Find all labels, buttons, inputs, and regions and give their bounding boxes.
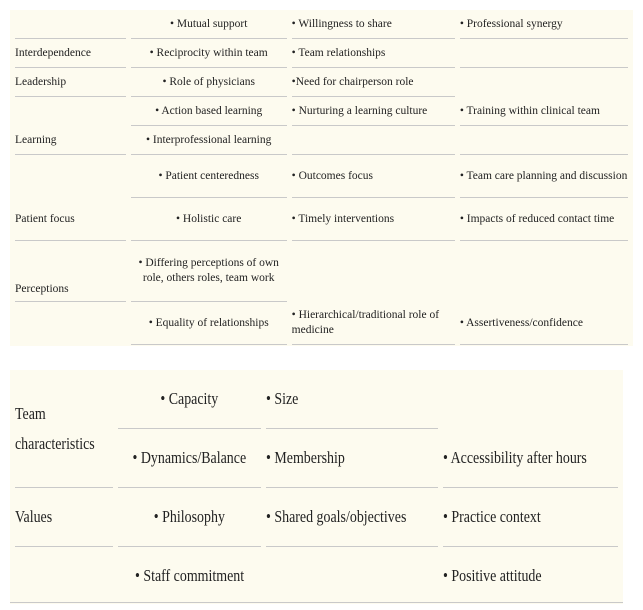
cell-text: • Accessibility after hours xyxy=(442,448,587,467)
row-header xyxy=(15,488,113,547)
table-cell: • Mutual support xyxy=(131,10,287,39)
table-cell xyxy=(266,370,437,429)
table-cell: • Nurturing a learning culture xyxy=(292,97,455,126)
table-cell: • Outcomes focus xyxy=(292,155,455,198)
table-cell xyxy=(118,429,261,488)
cell-text: • Practice context xyxy=(442,507,541,526)
bottom-table xyxy=(10,370,623,605)
table-cell: • Hierarchical/traditional role of medicine xyxy=(292,302,455,345)
table-cell: • Professional synergy xyxy=(460,10,628,39)
table-cell: • Action based learning xyxy=(131,97,287,126)
table-row xyxy=(15,68,628,97)
table-cell xyxy=(266,488,437,547)
table-row xyxy=(15,241,628,302)
table-cell: • Patient centeredness xyxy=(131,155,287,198)
row-header xyxy=(15,370,113,488)
cell-text: • Dynamics/Balance xyxy=(132,448,247,467)
cell-text: • Philosophy xyxy=(154,507,226,526)
table-cell: • Willingness to share xyxy=(292,10,455,39)
table-row xyxy=(15,302,628,345)
table-cell: • Training within clinical team xyxy=(460,97,628,126)
table-cell xyxy=(118,370,261,429)
table-cell: • Assertiveness/confidence xyxy=(460,302,628,345)
row-header: Patient focus xyxy=(15,198,126,241)
row-header: Perceptions xyxy=(15,241,126,302)
table-cell xyxy=(460,126,628,155)
bottom-rule xyxy=(10,602,623,603)
table-cell xyxy=(460,39,628,68)
table-cell: • Role of physicians xyxy=(131,68,287,97)
table-cell xyxy=(15,155,126,198)
table-row xyxy=(15,370,618,429)
cell-text: • Size xyxy=(266,389,299,408)
table-cell xyxy=(118,488,261,547)
table-cell xyxy=(460,68,628,97)
table-cell xyxy=(266,429,437,488)
table-cell: •Need for chairperson role xyxy=(292,68,455,97)
table-cell xyxy=(292,126,455,155)
top-table-panel xyxy=(10,10,633,346)
table-cell: • Team relationships xyxy=(292,39,455,68)
table-cell xyxy=(15,547,113,605)
table-cell: • Differing perceptions of own role, others roles, team work xyxy=(131,241,287,302)
cell-text: • Positive attitude xyxy=(442,566,542,585)
row-header-label: Values xyxy=(15,507,53,526)
cell-text: • Capacity xyxy=(160,389,219,408)
table-row xyxy=(15,198,628,241)
table-cell xyxy=(15,10,126,39)
table-row xyxy=(15,10,628,39)
table-cell xyxy=(443,370,618,429)
table-cell: • Interprofessional learning xyxy=(131,126,287,155)
table-cell: • Timely interventions xyxy=(292,198,455,241)
top-table xyxy=(10,10,633,345)
table-cell: • Team care planning and discussion xyxy=(460,155,628,198)
table-cell xyxy=(443,547,618,605)
row-header: Interdependence xyxy=(15,39,126,68)
table-cell xyxy=(266,547,437,605)
table-row xyxy=(15,126,628,155)
table-cell: • Impacts of reduced contact time xyxy=(460,198,628,241)
row-header: Leadership xyxy=(15,68,126,97)
cell-text: • Shared goals/objectives xyxy=(266,507,407,526)
bottom-table-panel xyxy=(10,370,623,604)
table-cell: • Holistic care xyxy=(131,198,287,241)
table-row xyxy=(15,97,628,126)
table-cell: • Reciprocity within team xyxy=(131,39,287,68)
table-row xyxy=(15,39,628,68)
row-header-label: Team characteristics xyxy=(15,403,95,453)
table-cell xyxy=(443,429,618,488)
table-cell xyxy=(443,488,618,547)
table-cell: • Equality of relationships xyxy=(131,302,287,345)
table-cell xyxy=(118,547,261,605)
table-cell xyxy=(292,241,455,302)
table-row xyxy=(15,155,628,198)
cell-text: • Staff commitment xyxy=(135,566,245,585)
table-cell xyxy=(15,97,126,126)
table-cell xyxy=(15,302,126,345)
table-cell xyxy=(460,241,628,302)
cell-text: • Membership xyxy=(266,448,346,467)
table-row xyxy=(15,488,618,547)
row-header: Learning xyxy=(15,126,126,155)
table-row xyxy=(15,547,618,605)
